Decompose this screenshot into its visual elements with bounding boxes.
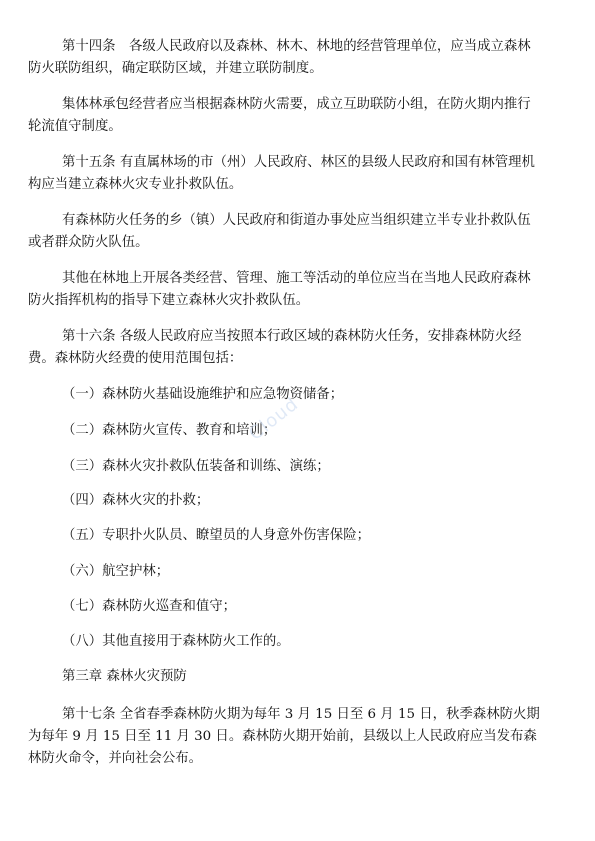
text-line: （八）其他直接用于森林防火工作的。 (62, 634, 290, 649)
list-item-5 (62, 525, 538, 547)
text-line: 有森林防火任务的乡（镇）人民政府和街道办事处应当组织建立半专业扑救队伍 (62, 213, 531, 228)
paragraph-article-15-other (28, 268, 538, 312)
text-line: （三）森林火灾扑救队伍装备和训练、演练； (62, 459, 330, 474)
text-line: （七）森林防火巡查和值守； (62, 599, 237, 614)
list-item-4 (62, 490, 538, 512)
text-line: 其他在林地上开展各类经营、管理、施工等活动的单位应当在当地人民政府森林 (62, 271, 531, 286)
paragraph-article-14 (28, 36, 538, 80)
text-line: 或者群众防火队伍。 (28, 235, 149, 250)
list-item-7 (62, 596, 538, 618)
text-line: （六）航空护林； (62, 564, 170, 579)
text-line: （二）森林防火宣传、教育和培训； (62, 423, 277, 438)
paragraph-article-16 (28, 326, 538, 370)
text-line: 构应当建立森林火灾专业扑救队伍。 (28, 177, 243, 192)
text-line: 第三章 森林火灾预防 (62, 669, 187, 684)
text-line: （五）专职扑火队员、瞭望员的人身意外伤害保险； (62, 528, 370, 543)
text-line: 为每年 9 月 15 日至 11 月 30 日。森林防火期开始前，县级以上人民政府应当发布森 (28, 729, 537, 744)
text-line: 集体林承包经营者应当根据森林防火需要，成立互助联防小组，在防火期内推行 (62, 97, 531, 112)
text-line: 轮流值守制度。 (28, 119, 122, 134)
paragraph-article-15 (28, 152, 538, 196)
text-line: 费。森林防火经费的使用范围包括： (28, 351, 243, 366)
paragraph-article-15-township (28, 210, 538, 254)
text-line: 防火联防组织，确定联防区域，并建立联防制度。 (28, 61, 323, 76)
text-line: 防火指挥机构的指导下建立森林火灾扑救队伍。 (28, 293, 310, 308)
text-line: 第十五条 有直属林场的市（州）人民政府、林区的县级人民政府和国有林管理机 (62, 155, 535, 170)
chapter-heading (62, 666, 538, 688)
text-line: 第十六条 各级人民政府应当按照本行政区域的森林防火任务，安排森林防火经 (62, 329, 522, 344)
paragraph-article-17 (28, 704, 540, 770)
text-line: （四）森林火灾的扑救； (62, 493, 210, 508)
text-line: 林防火命令，并向社会公布。 (28, 751, 203, 766)
list-item-8 (62, 631, 538, 653)
text-line: 第十四条 各级人民政府以及森林、林木、林地的经营管理单位，应当成立森林 (62, 39, 531, 54)
list-item-6 (62, 561, 538, 583)
watermark-text: Cloud (245, 393, 303, 445)
text-line: （一）森林防火基础设施维护和应急物资储备； (62, 387, 344, 402)
text-line: 第十七条 全省春季森林防火期为每年 3 月 15 日至 6 月 15 日，秋季森林防火期 (62, 707, 540, 722)
paragraph-article-14-collective (28, 94, 538, 138)
